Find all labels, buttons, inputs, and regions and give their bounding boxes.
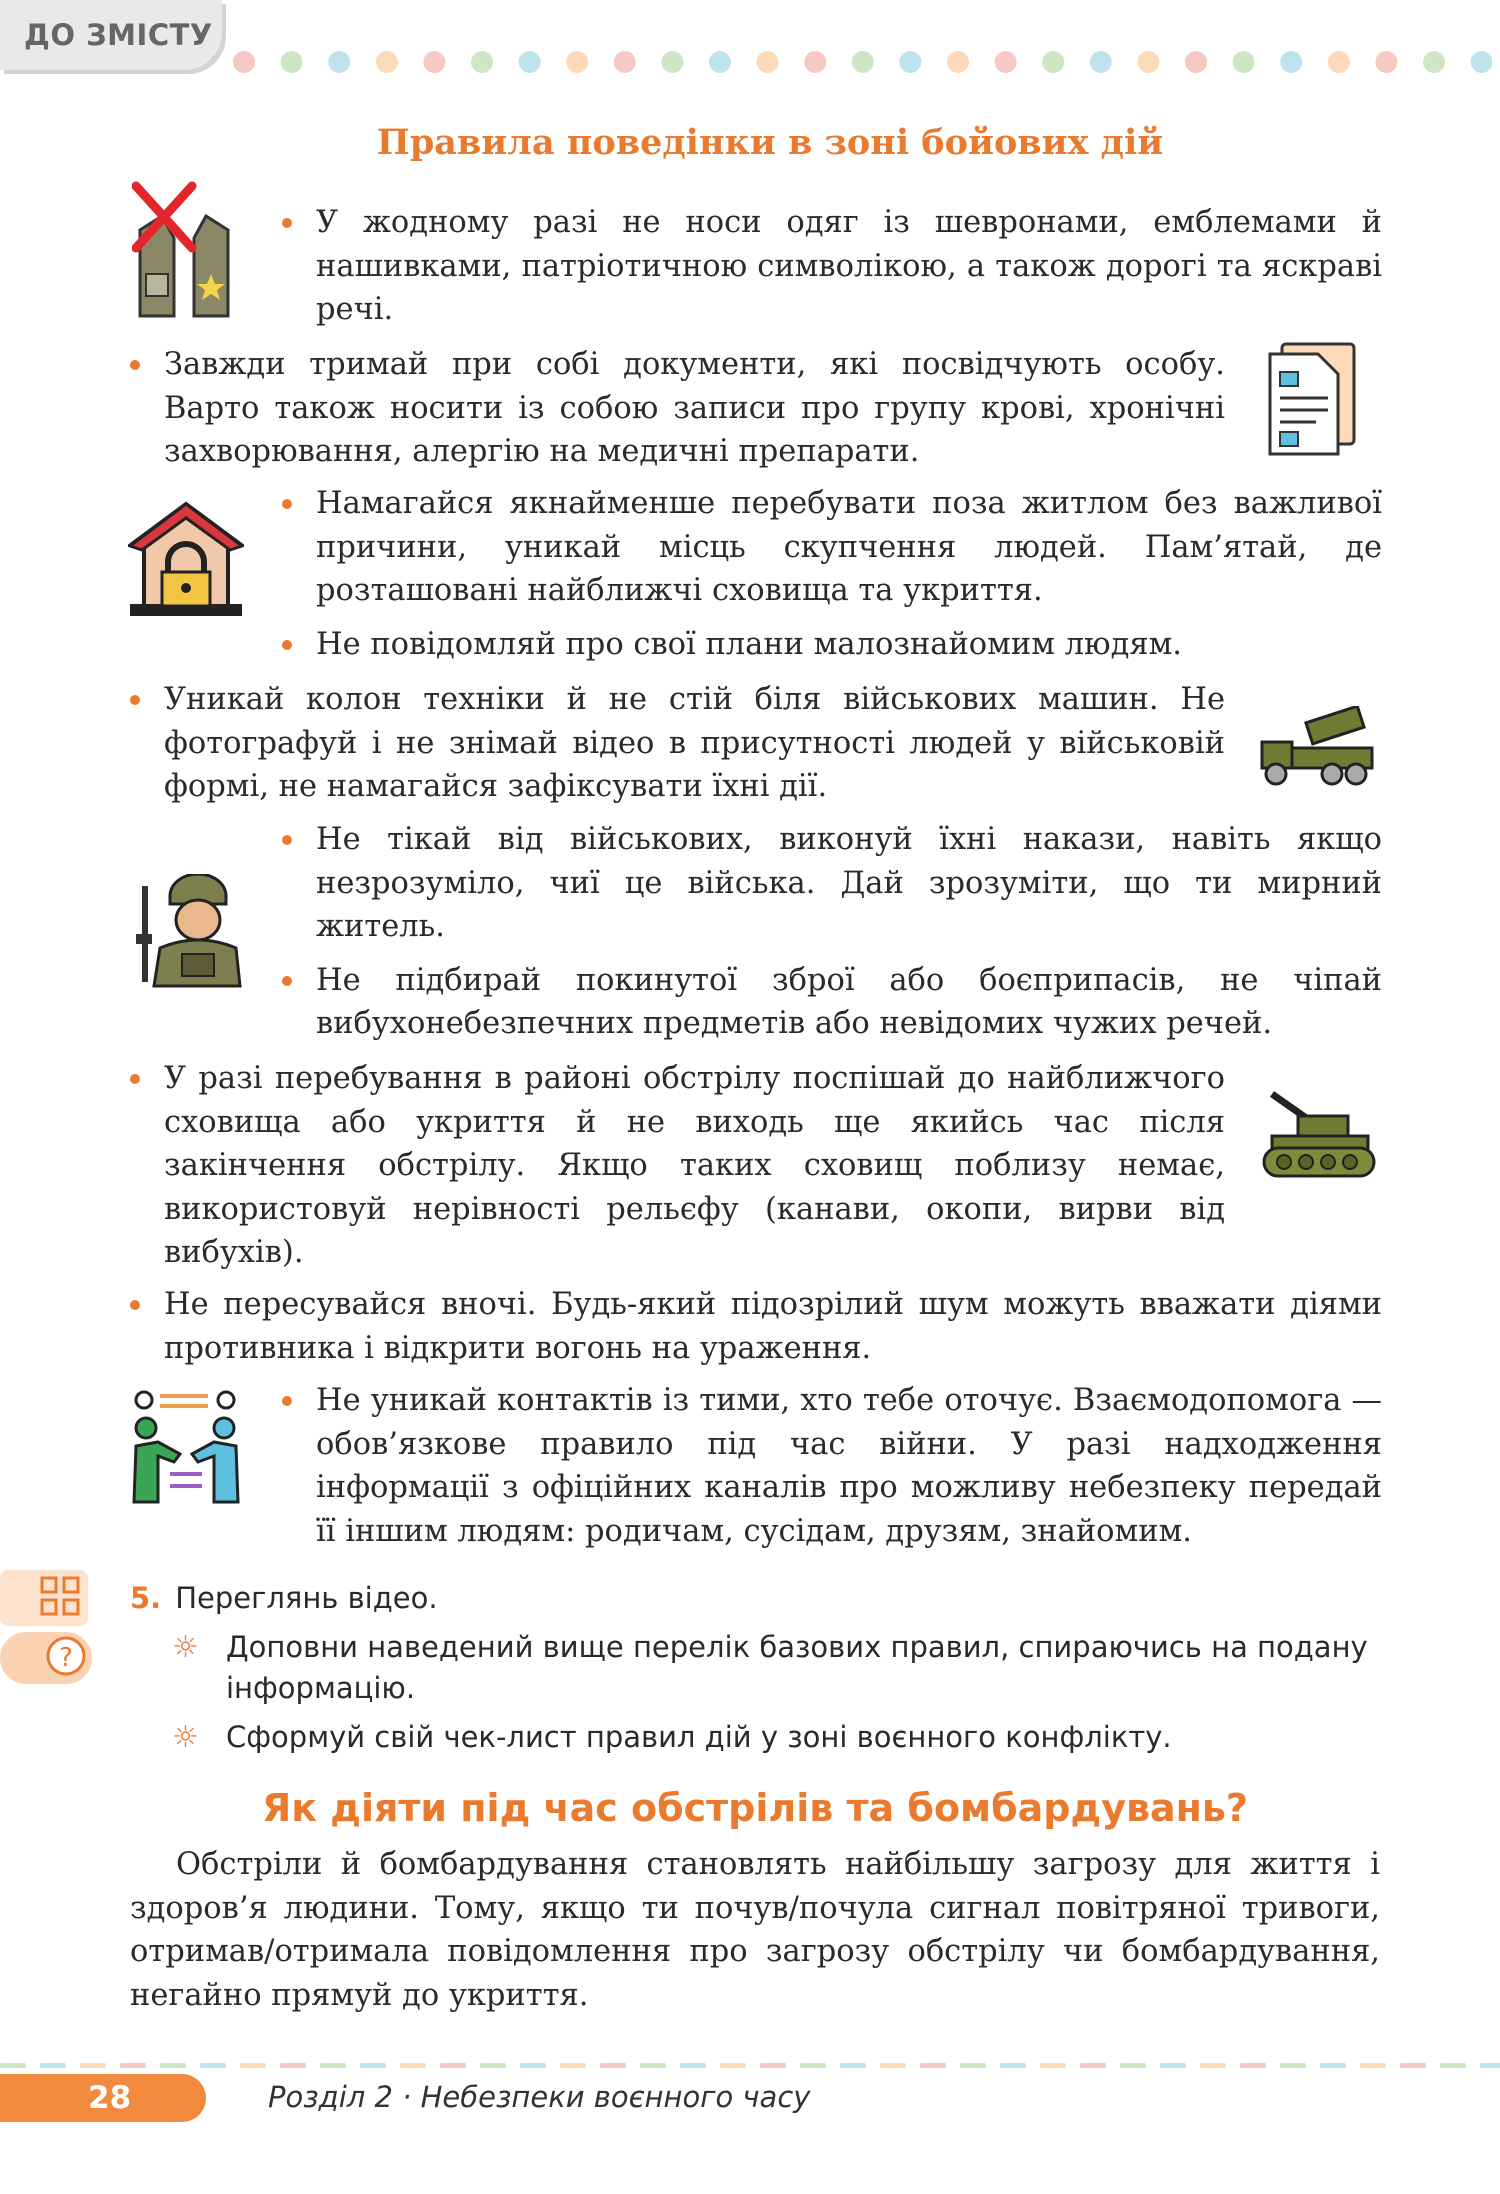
page-number: 28 — [88, 2080, 132, 2116]
decorative-dot — [661, 51, 683, 73]
question-icon[interactable] — [48, 1638, 84, 1674]
decorative-dash — [800, 2063, 826, 2068]
decorative-dash — [720, 2063, 746, 2068]
decorative-dash — [760, 2063, 786, 2068]
page-number-badge — [0, 2074, 206, 2122]
decorative-dot — [899, 51, 921, 73]
decorative-dash — [600, 2063, 626, 2068]
decorative-dot — [471, 51, 493, 73]
rule-item: Не повідомляй про свої плани малознайомим людям. — [282, 623, 1382, 667]
decorative-dot — [614, 51, 636, 73]
decorative-dash — [840, 2063, 866, 2068]
decorative-dash — [680, 2063, 706, 2068]
decorative-dot — [804, 51, 826, 73]
decorative-dot — [566, 51, 588, 73]
decorative-dash — [1280, 2063, 1306, 2068]
task-block — [130, 1577, 1380, 1758]
decorative-dash — [1360, 2063, 1386, 2068]
task-text: Переглянь відео. — [175, 1581, 438, 1615]
section-title: Як діяти під час обстрілів та бомбардувань? — [262, 1786, 1248, 1830]
decorative-dot — [1233, 51, 1255, 73]
rule-item: Не уникай контактів із тими, хто тебе оточує. Взаємодопомога — обов’язкове правило під час війни. У разі надходження інформації з офіційних каналів про можливу небезпеку передай її іншим людям: родичам, сусідам, друзям, знайомим. — [282, 1379, 1382, 1553]
decorative-dash — [1200, 2063, 1226, 2068]
decorative-dot — [1471, 51, 1492, 73]
decorative-dash — [40, 2063, 66, 2068]
decorative-dash — [1440, 2063, 1466, 2068]
task-subitem: ☼ Доповни наведений вище перелік базових правил, спираючись на подану інформацію. — [172, 1627, 1380, 1709]
decorative-dot — [423, 51, 445, 73]
decorative-dash — [1480, 2063, 1500, 2068]
decorative-dash — [200, 2063, 226, 2068]
rules-title: Правила поведінки в зоні бойових дій — [376, 122, 1164, 163]
decorative-dot — [376, 51, 398, 73]
decorative-dash — [0, 2063, 26, 2068]
decorative-dash — [80, 2063, 106, 2068]
decorative-dash — [880, 2063, 906, 2068]
vest-crossed-icon — [132, 178, 236, 320]
decorative-dot — [709, 51, 731, 73]
sun-bullet-icon: ☼ — [172, 1720, 199, 1755]
decorative-dot — [233, 51, 255, 73]
document-icon — [1266, 340, 1358, 458]
decorative-dash — [1240, 2063, 1266, 2068]
decorative-dot — [1328, 51, 1350, 73]
rule-item: У разі перебування в районі обстрілу поспішай до найближчого сховища або укриття й не виходь ще якийсь час після закінчення обстрілу. Якщо таких сховищ поблизу немає, використовуй нерівності рельєфу (канави, окопи, вирви від вибухів). — [130, 1057, 1225, 1275]
section-paragraph: Обстріли й бомбардування становлять найбільшу загрозу для життя і здоров’я людини. Тому, якщо ти почув/почула сигнал повітряної тривоги, отримав/отримала повідомлення про загрозу обстрілу чи бомбардування, негайно прямуй до укриття. — [130, 1847, 1380, 2013]
house-lock-icon — [128, 500, 244, 618]
decorative-dot — [995, 51, 1017, 73]
military-truck-icon — [1258, 706, 1376, 790]
footer-dashes — [0, 2062, 1500, 2070]
decorative-dot — [1280, 51, 1302, 73]
decorative-dash — [1000, 2063, 1026, 2068]
decorative-dot — [1090, 51, 1112, 73]
decorative-dash — [400, 2063, 426, 2068]
toc-button[interactable] — [0, 0, 222, 70]
side-panel — [0, 1570, 92, 1690]
rule-item: Не тікай від військових, виконуй їхні накази, навіть якщо незрозуміло, чиї це війська. Дай зрозуміти, що ти мирний житель. — [282, 818, 1382, 949]
decorative-dot — [1423, 51, 1445, 73]
svg-text:?: ? — [59, 1643, 73, 1673]
rule-item: Не пересувайся вночі. Будь-який підозрілий шум можуть вважати діями противника і відкрити вогонь на ураження. — [130, 1283, 1382, 1370]
decorative-dash — [920, 2063, 946, 2068]
rule-item: Завжди тримай при собі документи, які посвідчують особу. Варто також носити із собою записи про групу крові, хронічні захворювання, алергію на медичні препарати. — [130, 343, 1225, 474]
decorative-dot — [519, 51, 541, 73]
decorative-dash — [1320, 2063, 1346, 2068]
decorative-dot — [1042, 51, 1064, 73]
toc-label: ДО ЗМІСТУ — [24, 18, 213, 52]
rule-item: Намагайся якнайменше перебувати поза житлом без важливої причини, уникай місць скупчення людей. Пам’ятай, де розташовані найближчі сховища та укриття. — [282, 482, 1382, 613]
decorative-dot — [328, 51, 350, 73]
decorative-dot — [852, 51, 874, 73]
decorative-dash — [280, 2063, 306, 2068]
decorative-dot — [1185, 51, 1207, 73]
chapter-label: Розділ 2 · Небезпеки воєнного часу — [268, 2080, 811, 2114]
sun-bullet-icon: ☼ — [172, 1630, 199, 1665]
decorative-dots — [232, 50, 1492, 74]
rule-item: Уникай колон техніки й не стій біля військових машин. Не фотографуй і не знімай відео в присутності людей у військовій формі, не намагайся зафіксувати їхні дії. — [130, 678, 1225, 809]
decorative-dash — [120, 2063, 146, 2068]
decorative-dash — [1160, 2063, 1186, 2068]
rule-item: Не підбирай покинутої зброї або боєприпасів, не чіпай вибухонебезпечних предметів або невідомих чужих речей. — [282, 959, 1382, 1046]
decorative-dash — [960, 2063, 986, 2068]
decorative-dash — [440, 2063, 466, 2068]
decorative-dash — [640, 2063, 666, 2068]
task-number: 5. — [130, 1581, 162, 1615]
decorative-dot — [281, 51, 303, 73]
decorative-dash — [1080, 2063, 1106, 2068]
decorative-dot — [1375, 51, 1397, 73]
decorative-dash — [1400, 2063, 1426, 2068]
decorative-dash — [160, 2063, 186, 2068]
decorative-dot — [757, 51, 779, 73]
decorative-dash — [240, 2063, 266, 2068]
soldier-icon — [132, 874, 242, 988]
decorative-dash — [320, 2063, 346, 2068]
decorative-dash — [520, 2063, 546, 2068]
tank-icon — [1258, 1086, 1376, 1180]
people-exchange-icon — [130, 1384, 242, 1504]
decorative-dot — [1137, 51, 1159, 73]
decorative-dash — [1040, 2063, 1066, 2068]
decorative-dash — [560, 2063, 586, 2068]
decorative-dash — [1120, 2063, 1146, 2068]
decorative-dash — [480, 2063, 506, 2068]
decorative-dash — [360, 2063, 386, 2068]
decorative-dot — [947, 51, 969, 73]
task-subitem: ☼ Сформуй свій чек-лист правил дій у зоні воєнного конфлікту. — [172, 1717, 1380, 1758]
rule-item: У жодному разі не носи одяг із шевронами, емблемами й нашивками, патріотичною символікою, а також дорогі та яскраві речі. — [282, 201, 1382, 332]
